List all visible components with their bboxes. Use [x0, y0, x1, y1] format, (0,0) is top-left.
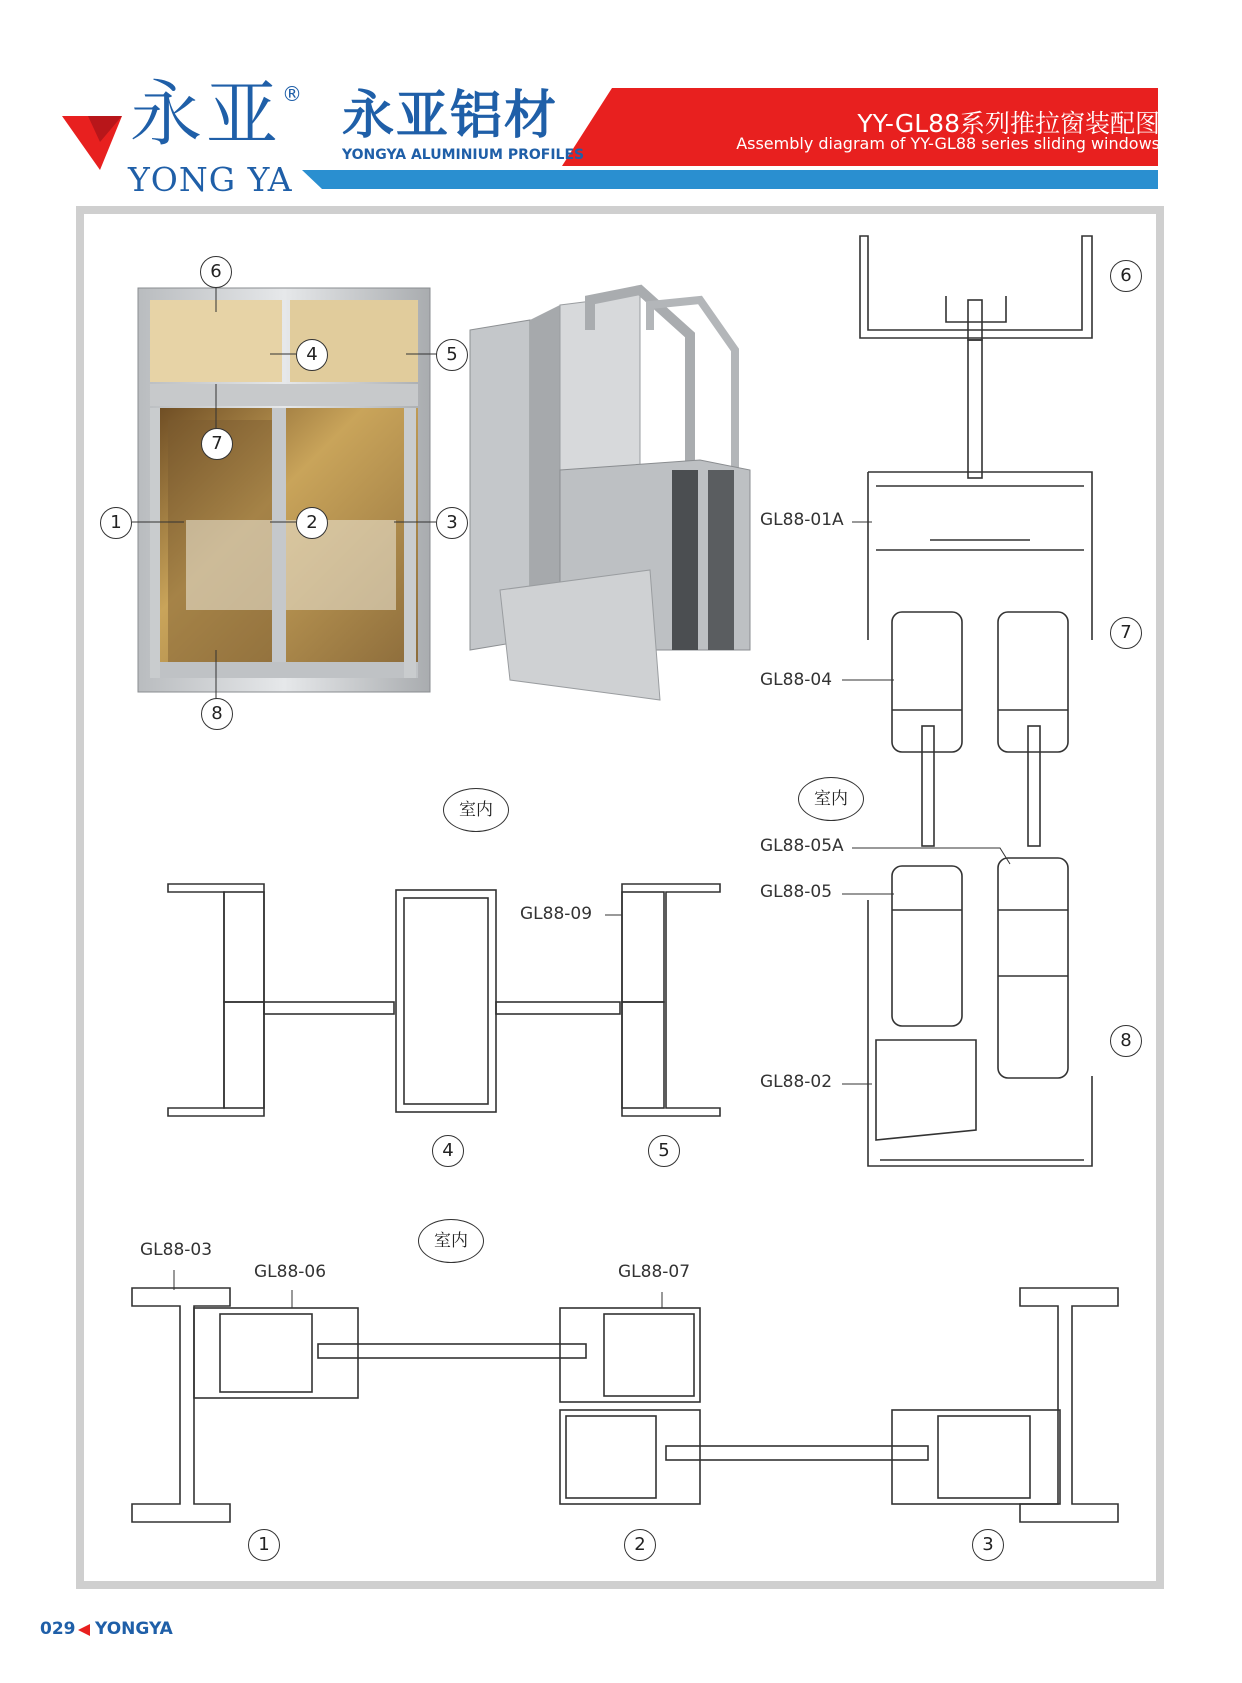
arrow-left-icon [78, 1624, 90, 1636]
registered-mark: ® [282, 82, 302, 106]
callout-8: 8 [201, 698, 233, 730]
footer-brand: YONGYA [95, 1619, 173, 1639]
part-label-gl88-06: GL88-06 [254, 1262, 327, 1282]
part-label-gl88-03: GL88-03 [140, 1240, 213, 1260]
part-label-gl88-07: GL88-07 [618, 1262, 691, 1282]
callout-3: 3 [436, 507, 468, 539]
part-label-gl88-02: GL88-02 [760, 1072, 833, 1092]
part-label-gl88-01a: GL88-01A [760, 510, 844, 530]
page-title-chinese: YY-GL88系列推拉窗装配图 [857, 109, 1160, 138]
section-callout-7: 7 [1110, 617, 1142, 649]
section-callout-8: 8 [1110, 1025, 1142, 1057]
part-label-gl88-05: GL88-05 [760, 882, 833, 902]
part-label-gl88-05a: GL88-05A [760, 836, 844, 856]
section-callout-1: 1 [248, 1529, 280, 1561]
callout-2: 2 [296, 507, 328, 539]
brand-chinese: 永亚铝材 [342, 86, 559, 146]
section-callout-6: 6 [1110, 260, 1142, 292]
section-callout-5: 5 [648, 1135, 680, 1167]
section-callout-3: 3 [972, 1529, 1004, 1561]
callout-4: 4 [296, 339, 328, 371]
page-number: 029 [40, 1619, 76, 1639]
profile-3d-render [470, 290, 750, 700]
vertical-section [860, 236, 1092, 1166]
section-callout-2: 2 [624, 1529, 656, 1561]
page-title-english: Assembly diagram of YY-GL88 series sliding windows [736, 134, 1160, 153]
callout-1: 1 [100, 507, 132, 539]
section-callout-4: 4 [432, 1135, 464, 1167]
indoor-label-right: 室内 [798, 777, 864, 821]
part-label-gl88-09: GL88-09 [520, 904, 593, 924]
callout-7: 7 [201, 428, 233, 460]
part-label-gl88-04: GL88-04 [760, 670, 833, 690]
callout-5: 5 [436, 339, 468, 371]
logo-english: YONG YA [128, 160, 293, 199]
brand-english: YONGYA ALUMINIUM PROFILES [342, 147, 585, 163]
indoor-label-middle: 室内 [443, 788, 509, 832]
callout-6: 6 [200, 256, 232, 288]
horizontal-section-lower [132, 1288, 1118, 1522]
indoor-label-bottom: 室内 [418, 1219, 484, 1263]
logo-chinese: 永亚 [130, 72, 283, 156]
window-photo [138, 288, 430, 692]
horizontal-section-upper [168, 884, 720, 1116]
